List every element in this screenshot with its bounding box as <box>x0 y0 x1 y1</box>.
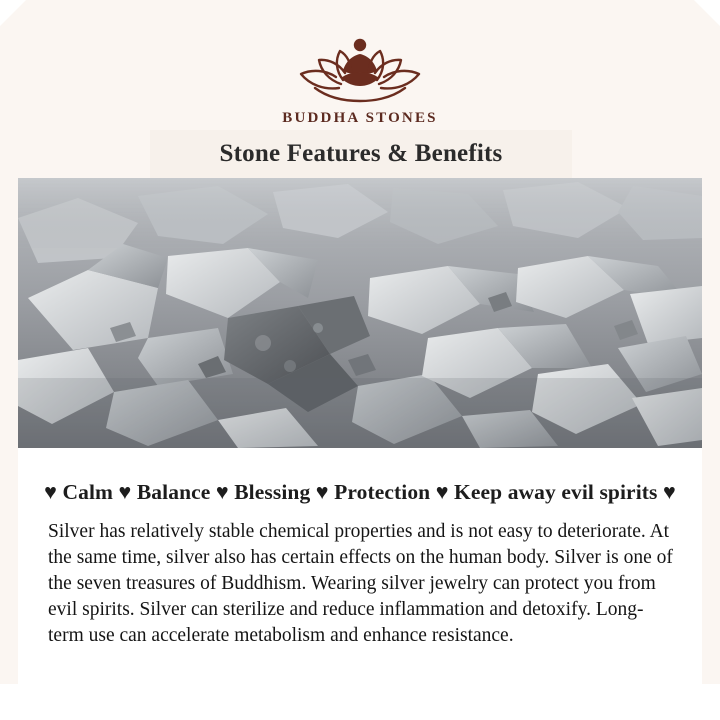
corner-decoration-bottom-right <box>694 694 720 720</box>
silver-ore-rocks-photo <box>18 178 702 448</box>
description-panel <box>18 448 702 684</box>
corner-decoration-bottom-left <box>0 694 26 720</box>
brand-block <box>0 28 720 127</box>
brand-name: BUDDHA STONES <box>282 110 438 126</box>
bottom-margin <box>0 684 720 720</box>
section-title-bar <box>150 130 572 178</box>
lotus-meditation-icon <box>285 28 435 106</box>
corner-decoration-top-left <box>0 0 26 26</box>
description-paragraph: Silver has relatively stable chemical properties and is not easy to deteriorate. At the same time, silver also has certain effects on the human body. Silver is one of the seven treasures of Buddhism. Wearing silver jewelry can protect you from evil spirits. Silver can sterilize and reduce inflammation and detoxify. Long-term use can accelerate metabolism and enhance resistance. <box>48 521 673 646</box>
photo-graphic <box>18 178 702 448</box>
corner-decoration-top-right <box>694 0 720 26</box>
benefits-tagline: ♥ Calm ♥ Balance ♥ Blessing ♥ Protection ♥ Keep away evil spirits ♥ <box>44 480 676 504</box>
page-title: Stone Features & Benefits <box>219 140 503 167</box>
